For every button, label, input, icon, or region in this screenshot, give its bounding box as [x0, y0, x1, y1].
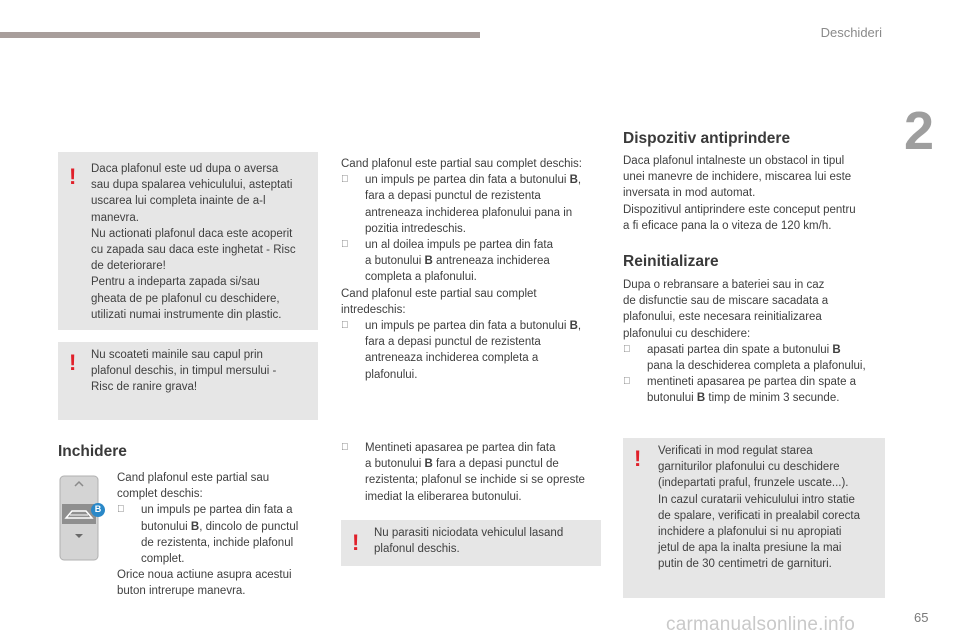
note-line: putin de 30 centimetri de garnituri. — [658, 558, 832, 571]
exclamation-icon: ! — [352, 530, 360, 555]
bullet-marker-icon — [623, 342, 631, 358]
text-line: antreneaza inchiderea plafonului pana in — [365, 206, 573, 219]
bullet-item — [341, 237, 606, 286]
text-line: plafonului cu deschidere: — [623, 327, 751, 340]
reinitializare-heading: Reinitializare — [623, 253, 719, 270]
warning-note-hands — [58, 342, 318, 420]
bullet-item — [117, 502, 317, 567]
antiprindere-text — [623, 153, 885, 234]
text-line: mentineti apasarea pe partea din spate a — [647, 376, 857, 389]
inchidere-text — [117, 470, 317, 600]
note-line: garniturilor plafonului cu deschidere — [658, 461, 840, 474]
text-line: unei manevre de inchidere, miscarea lui este — [623, 171, 852, 184]
bullet-marker-icon — [623, 374, 631, 390]
text-line: de rezistenta, inchide plafonul — [141, 536, 294, 549]
text-line: buton intrerupe manevra. — [117, 585, 246, 598]
section-title: Deschideri — [820, 25, 882, 40]
note-text — [91, 347, 313, 396]
note-line: utilizati numai instrumente din plastic. — [91, 308, 282, 321]
bullet-marker-icon — [341, 440, 349, 456]
text-line: un impuls pe partea din fata a butonului B, — [365, 174, 582, 187]
exclamation-icon: ! — [634, 446, 642, 471]
text-line: complet deschis: — [117, 488, 203, 501]
warning-note-seals — [623, 438, 885, 598]
inchidere-heading: Inchidere — [58, 443, 127, 460]
text-line: inversata in mod automat. — [623, 187, 756, 200]
text-line: Cand plafonul este partial sau complet deschis: — [341, 158, 583, 170]
bullet-marker-icon — [341, 237, 349, 253]
text-line: imediat la eliberarea butonului. — [365, 490, 522, 503]
bullet-item — [341, 318, 606, 383]
text-line: butonului B, dincolo de punctul — [141, 520, 299, 533]
text-line: Cand plafonul este partial sau complet — [341, 287, 537, 300]
text-line: a fi eficace pana la o viteza de 120 km/h. — [623, 219, 832, 232]
note-text — [91, 161, 313, 323]
note-line: Pentru a indeparta zapada si/sau — [91, 276, 260, 289]
text-line: antreneaza inchiderea completa a — [365, 352, 539, 365]
antiprindere-heading: Dispozitiv antiprindere — [623, 130, 791, 147]
bullet-item — [341, 172, 606, 237]
roof-switch-diagram — [58, 474, 108, 564]
text-line: apasati partea din spate a butonului B — [647, 343, 841, 356]
text-line: rezistenta; plafonul se inchide si se opreste — [365, 474, 585, 487]
text-line: Mentineti apasarea pe partea din fata — [365, 442, 556, 454]
text-line: a butonului B fara a depasi punctul de — [365, 458, 559, 471]
note-line: inchidere a plafonului si nu apropiati — [658, 526, 842, 539]
bullet-item — [623, 342, 893, 374]
header-bar — [0, 32, 480, 38]
middle-column-text — [341, 156, 606, 383]
text-line: complet. — [141, 553, 185, 566]
note-line: Risc de ranire grava! — [91, 381, 198, 394]
page-number: 65 — [914, 610, 929, 625]
note-line: plafonul deschis. — [374, 543, 460, 556]
text-line: Dispozitivul antiprindere este conceput pentru — [623, 203, 856, 216]
chapter-number: 2 — [904, 101, 935, 161]
note-line: cu zapada sau daca este inghetat - Risc — [91, 244, 296, 257]
text-line: de disfunctie sau de miscare sacadata a — [623, 295, 829, 308]
text-line: pana la deschiderea completa a plafonului, — [647, 360, 866, 373]
bullet-marker-icon — [341, 318, 349, 334]
note-text — [374, 525, 596, 557]
bullet-marker-icon — [117, 502, 125, 518]
text-line: un al doilea impuls pe partea din fata — [365, 239, 553, 252]
text-line: fara a depasi punctul de rezistenta — [365, 190, 541, 203]
note-line: Verificati in mod regulat starea — [658, 445, 813, 457]
warning-note-wet-roof — [58, 152, 318, 330]
middle-column-text-2 — [341, 440, 606, 505]
text-line: intredeschis: — [341, 303, 406, 316]
note-line: uscarea lui completa inainte de a-l — [91, 195, 266, 208]
warning-note-leave-vehicle — [341, 520, 601, 566]
note-line: jetul de apa la inalta presiune la mai — [658, 542, 842, 555]
note-text — [658, 443, 882, 573]
text-line: completa a plafonului. — [365, 271, 477, 284]
exclamation-icon: ! — [69, 164, 77, 189]
note-line: plafonul deschis, in timpul mersului - — [91, 365, 277, 378]
note-line: manevra. — [91, 211, 139, 224]
text-line: Cand plafonul este partial sau — [117, 472, 270, 484]
text-line: Dupa o rebransare a bateriei sau in caz — [623, 279, 825, 291]
note-line: Nu parasiti niciodata vehiculul lasand — [374, 527, 564, 539]
bullet-marker-icon — [341, 172, 349, 188]
note-line: sau dupa spalarea vehiculului, asteptati — [91, 179, 293, 192]
text-line: fara a depasi punctul de rezistenta — [365, 336, 541, 349]
text-line: butonului B timp de minim 3 secunde. — [647, 392, 840, 405]
exclamation-icon: ! — [69, 350, 77, 375]
text-line: Daca plafonul intalneste un obstacol in tipul — [623, 155, 845, 167]
watermark: carmanualsonline.info — [666, 614, 856, 635]
note-line: Nu actionati plafonul daca este acoperit — [91, 227, 293, 240]
note-line: de deteriorare! — [91, 260, 166, 273]
text-line: plafonului. — [365, 368, 418, 381]
roof-switch-icon — [58, 474, 108, 564]
text-line: a butonului B antreneaza inchiderea — [365, 255, 550, 268]
reinitializare-text — [623, 277, 893, 407]
bullet-item — [623, 374, 893, 406]
note-line: Nu scoateti mainile sau capul prin — [91, 349, 263, 361]
text-line: un impuls pe partea din fata a — [141, 504, 293, 517]
note-line: (indepartati praful, frunzele uscate...). — [658, 477, 849, 490]
text-line: pozitia intredeschis. — [365, 222, 466, 235]
note-line: de spalare, verificati in prealabil corecta — [658, 509, 860, 522]
note-line: gheata de pe plafonul cu deschidere, — [91, 292, 280, 305]
note-line: Daca plafonul este ud dupa o aversa — [91, 163, 279, 175]
bullet-item — [341, 440, 606, 505]
text-line: un impuls pe partea din fata a butonului B, — [365, 320, 582, 333]
text-line: Orice noua actiune asupra acestui — [117, 569, 292, 582]
note-line: In cazul curatarii vehiculului intro statie — [658, 493, 855, 506]
text-line: plafonului, este necesara reinitializarea — [623, 311, 822, 324]
button-b-label: B — [94, 504, 102, 514]
